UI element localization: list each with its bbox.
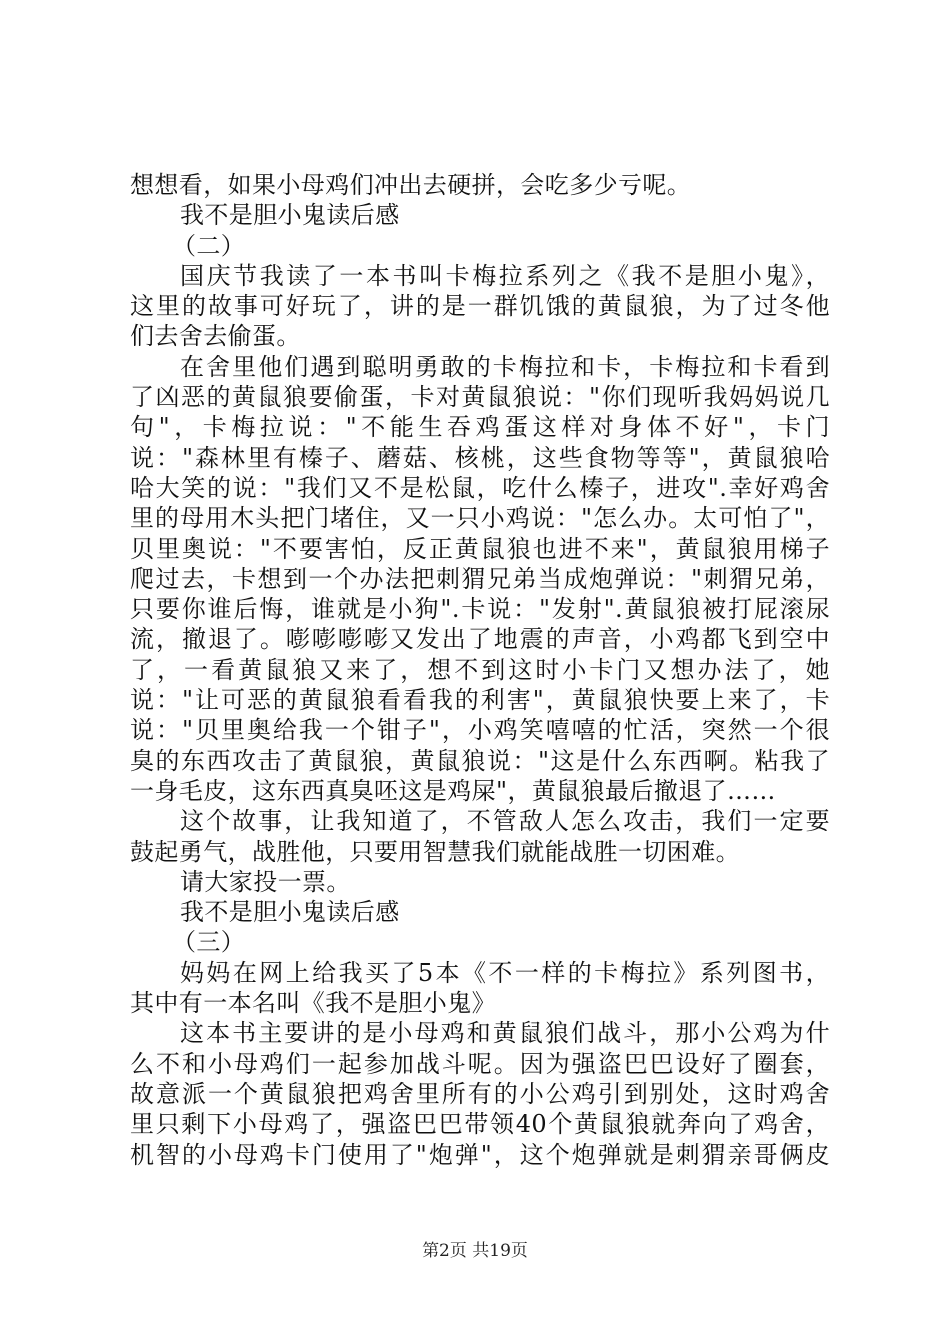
text-line: 其中有一本名叫《我不是胆小鬼》 [130,989,496,1018]
text-line: 鼓起勇气，战胜他，只要用智慧我们就能战胜一切困难。 [130,837,740,866]
text-line: （二） [172,231,246,260]
text-line: 机智的小母鸡卡门使用了"炮弹"，这个炮弹就是刺猬亲哥俩皮 [130,1140,830,1169]
text-line: 们去舍去偷蛋。 [130,322,301,351]
text-line: 臭的东西攻击了黄鼠狼，黄鼠狼说："这是什么东西啊。粘我了 [130,746,830,775]
text-line: 这个故事，让我知道了，不管敌人怎么攻击，我们一定要 [180,807,830,836]
text-line: 我不是胆小鬼读后感 [180,201,400,230]
text-line: 故意派一个黄鼠狼把鸡舍里所有的小公鸡引到别处，这时鸡舍 [130,1079,830,1108]
text-line: 国庆节我读了一本书叫卡梅拉系列之《我不是胆小鬼》， [180,261,830,290]
text-line: 哈大笑的说："我们又不是松鼠，吃什么榛子，进攻".幸好鸡舍 [130,473,830,502]
page-footer [0,1240,950,1262]
text-line: 妈妈在网上给我买了5本《不一样的卡梅拉》系列图书， [180,958,830,987]
text-line: 说："贝里奥给我一个钳子"，小鸡笑嘻嘻的忙活，突然一个很 [130,716,830,745]
text-line: 贝里奥说："不要害怕，反正黄鼠狼也进不来"，黄鼠狼用梯子 [130,534,830,563]
text-line: 爬过去，卡想到一个办法把刺猬兄弟当成炮弹说："刺猬兄弟， [130,564,830,593]
text-line: 在舍里他们遇到聪明勇敢的卡梅拉和卡，卡梅拉和卡看到 [180,352,830,381]
text-line: 这本书主要讲的是小母鸡和黄鼠狼们战斗，那小公鸡为什 [180,1019,830,1048]
text-line: 说："让可恶的黄鼠狼看看我的利害"，黄鼠狼快要上来了，卡 [130,686,830,715]
text-line: 句"，卡梅拉说："不能生吞鸡蛋这样对身体不好"，卡门 [130,413,830,442]
text-line: 一身毛皮，这东西真臭呸这是鸡屎"，黄鼠狼最后撤退了…… [130,776,776,805]
text-line: 里只剩下小母鸡了，强盗巴巴带领40个黄鼠狼就奔向了鸡舍， [130,1110,830,1139]
document-body [130,170,830,1170]
text-line: 请大家投一票。 [180,867,351,896]
text-line: 了凶恶的黄鼠狼要偷蛋，卡对黄鼠狼说："你们现听我妈妈说几 [130,383,830,412]
text-line: （三） [172,928,246,957]
text-line: 么不和小母鸡们一起参加战斗呢。因为强盗巴巴设好了圈套， [130,1049,830,1078]
text-line: 想想看，如果小母鸡们冲出去硬拼，会吃多少亏呢。 [130,171,692,199]
text-line: 说："森林里有榛子、蘑菇、核桃，这些食物等等"，黄鼠狼哈 [130,443,830,472]
text-line: 了，一看黄鼠狼又来了，想不到这时小卡门又想办法了，她 [130,655,830,684]
page-number-label: 第2页 共19页 [422,1241,528,1261]
text-line: 只要你谁后悔，谁就是小狗".卡说："发射".黄鼠狼被打屁滚尿 [130,595,830,624]
text-line: 我不是胆小鬼读后感 [180,898,400,927]
text-line: 里的母用木头把门堵住，又一只小鸡说："怎么办。太可怕了"， [130,504,830,533]
text-line: 这里的故事可好玩了，讲的是一群饥饿的黄鼠狼，为了过冬他 [130,292,830,321]
text-line: 流，撤退了。嘭嘭嘭嘭又发出了地震的声音，小鸡都飞到空中 [130,625,830,654]
